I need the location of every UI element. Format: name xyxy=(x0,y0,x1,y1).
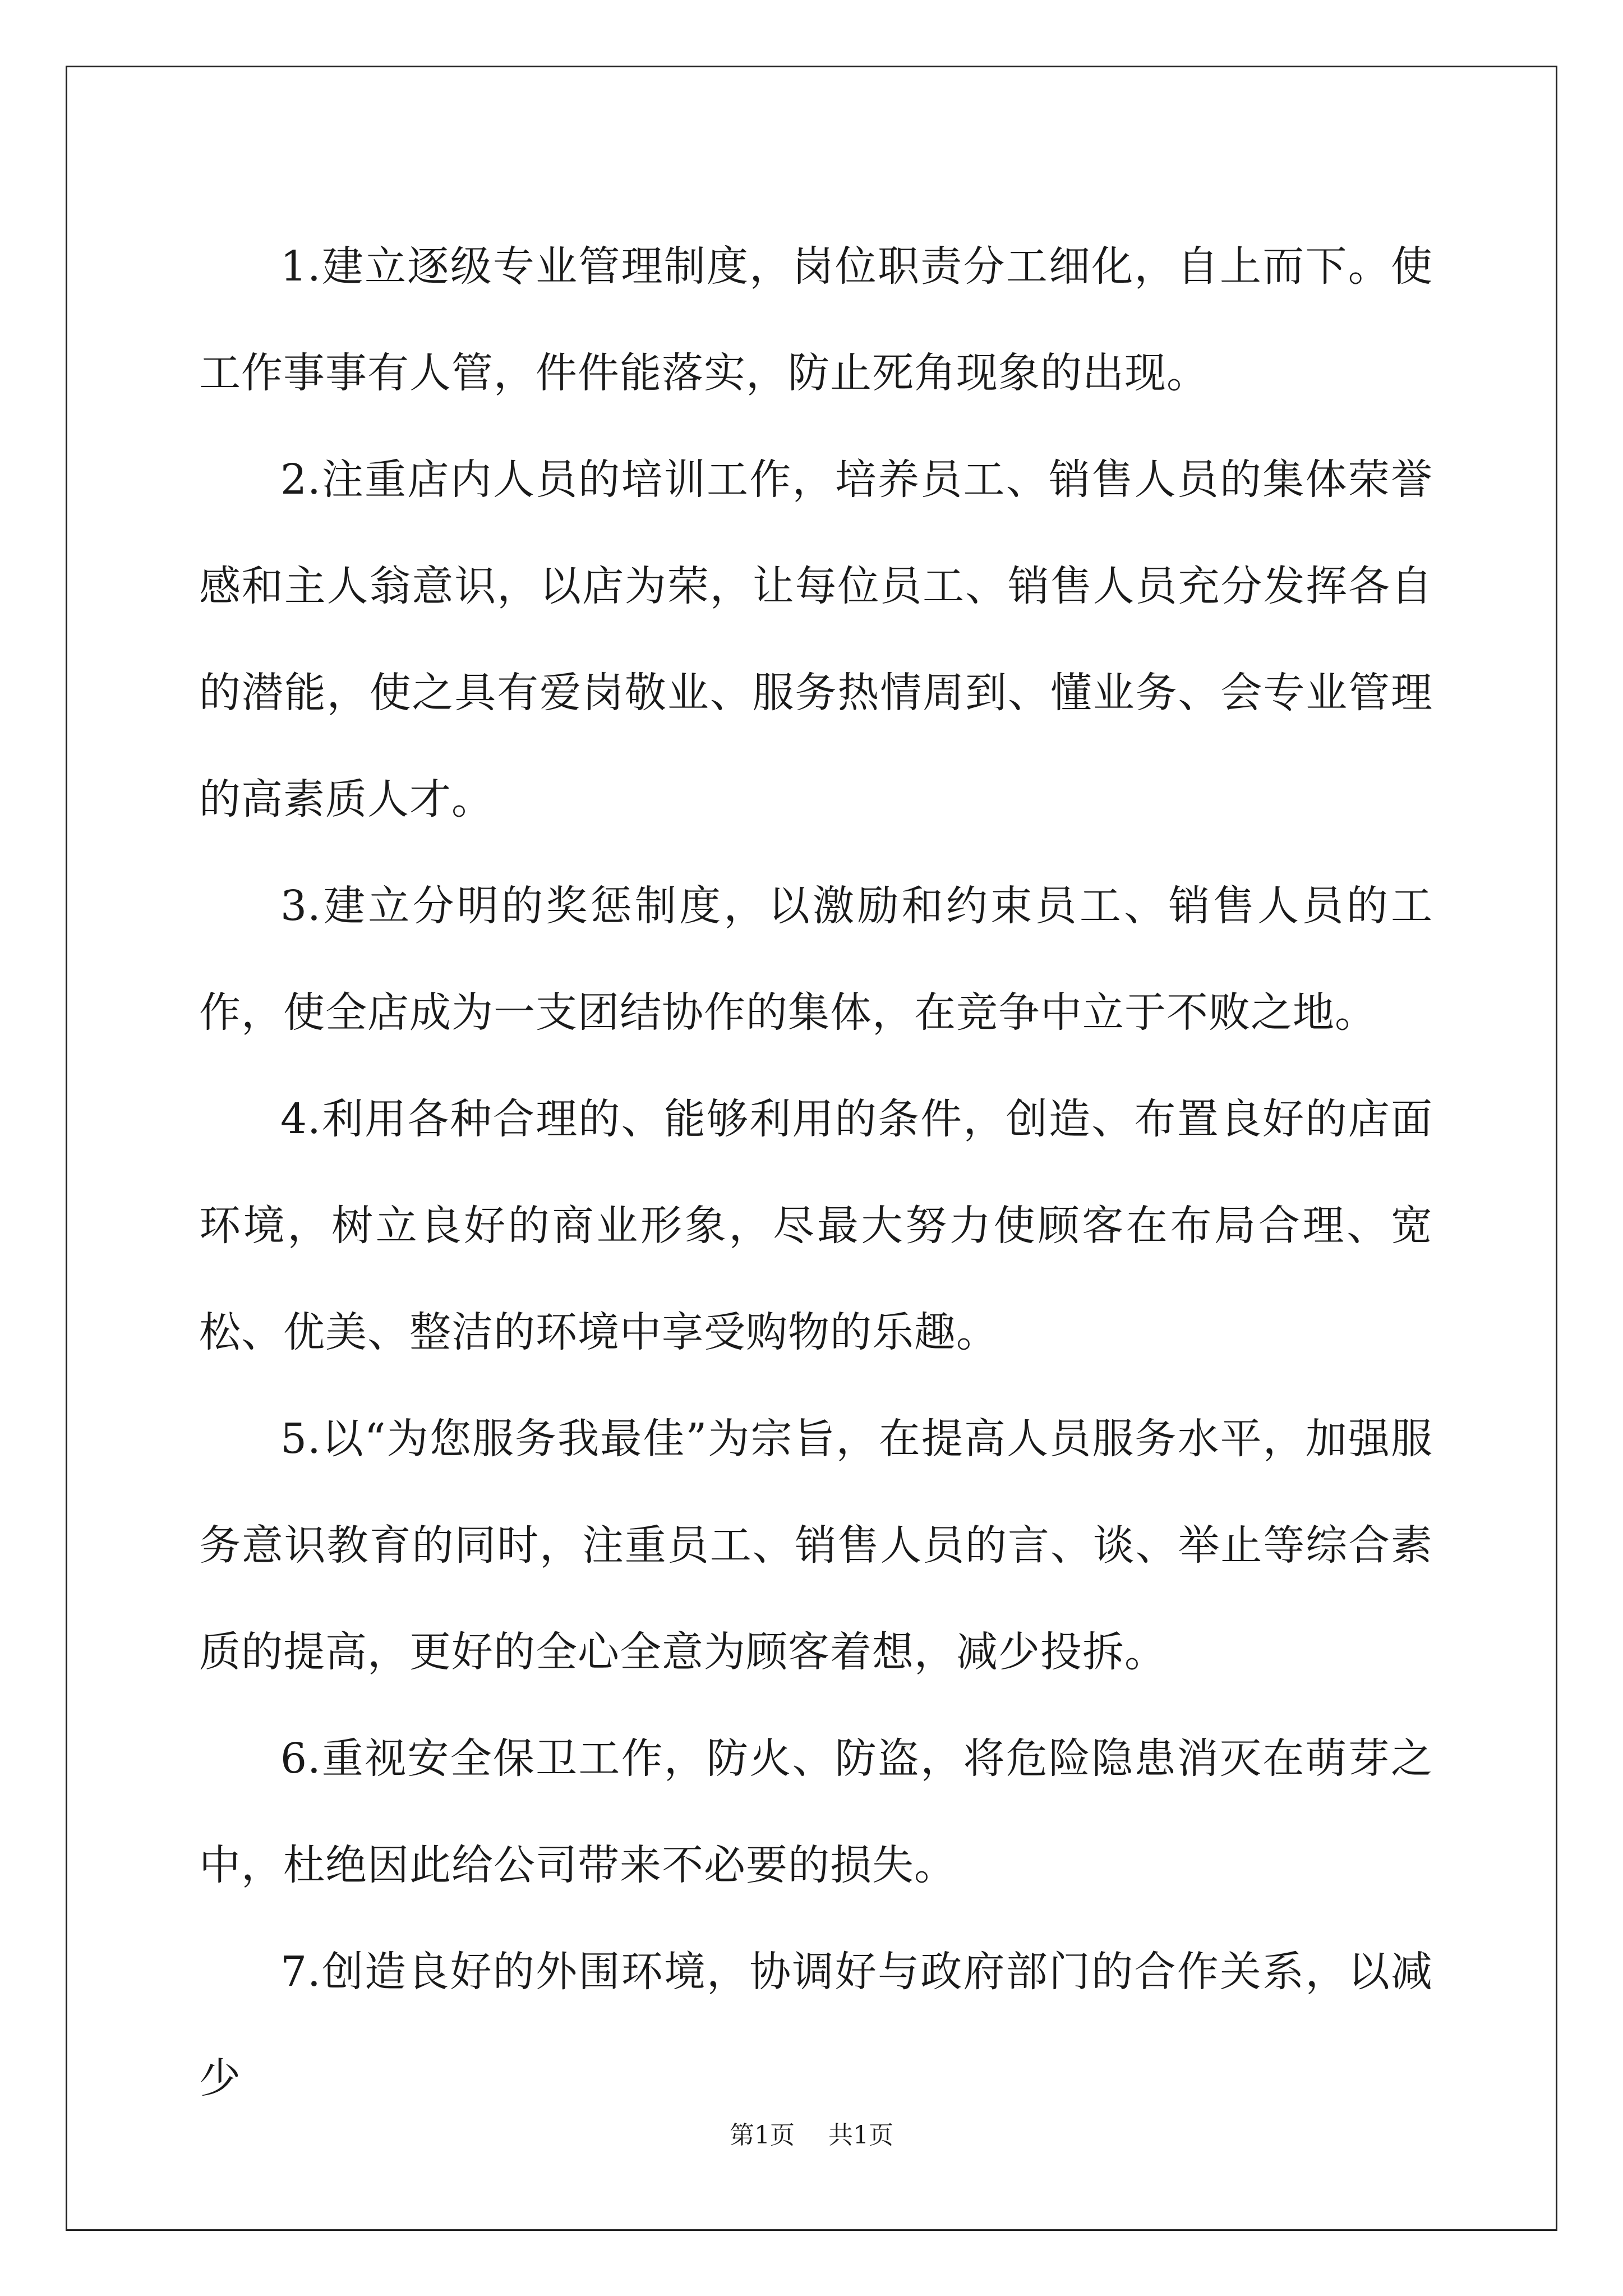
document-body xyxy=(199,213,1433,2132)
page-number-current: 第1页 xyxy=(730,2121,795,2150)
paragraph-5: 5.以“为您服务我最佳”为宗旨，在提高人员服务水平，加强服务意识教育的同时，注重员工、销售人员的言、谈、举止等综合素质的提高，更好的全心全意为顾客着想，减少投拆。 xyxy=(199,1415,1433,1676)
paragraph-2: 2.注重店内人员的培训工作，培养员工、销售人员的集体荣誉感和主人翁意识，以店为荣，让每位员工、销售人员充分发挥各自的潜能，使之具有爱岗敬业、服务热情周到、懂业务、会专业管理的高素质人才。 xyxy=(199,455,1433,823)
paragraph-6: 6.重视安全保卫工作，防火、防盗，将危险隐患消灭在萌芽之中，杜绝因此给公司带来不必要的损失。 xyxy=(199,1734,1433,1889)
paragraph-7: 7.创造良好的外围环境，协调好与政府部门的合作关系，以减少 xyxy=(199,1948,1433,2102)
paragraph-4: 4.利用各种合理的、能够利用的条件，创造、布置良好的店面环境，树立良好的商业形象，尽最大努力使顾客在布局合理、宽松、优美、整洁的环境中享受购物的乐趣。 xyxy=(199,1095,1433,1356)
page-number-total: 共1页 xyxy=(828,2121,893,2150)
paragraph-1: 1.建立逐级专业管理制度，岗位职责分工细化，自上而下。使工作事事有人管，件件能落实，防止死角现象的出现。 xyxy=(199,242,1433,397)
paragraph-3: 3.建立分明的奖惩制度，以激励和约束员工、销售人员的工作，使全店成为一支团结协作的集体，在竞争中立于不败之地。 xyxy=(199,882,1433,1037)
page-footer xyxy=(0,2115,1623,2151)
